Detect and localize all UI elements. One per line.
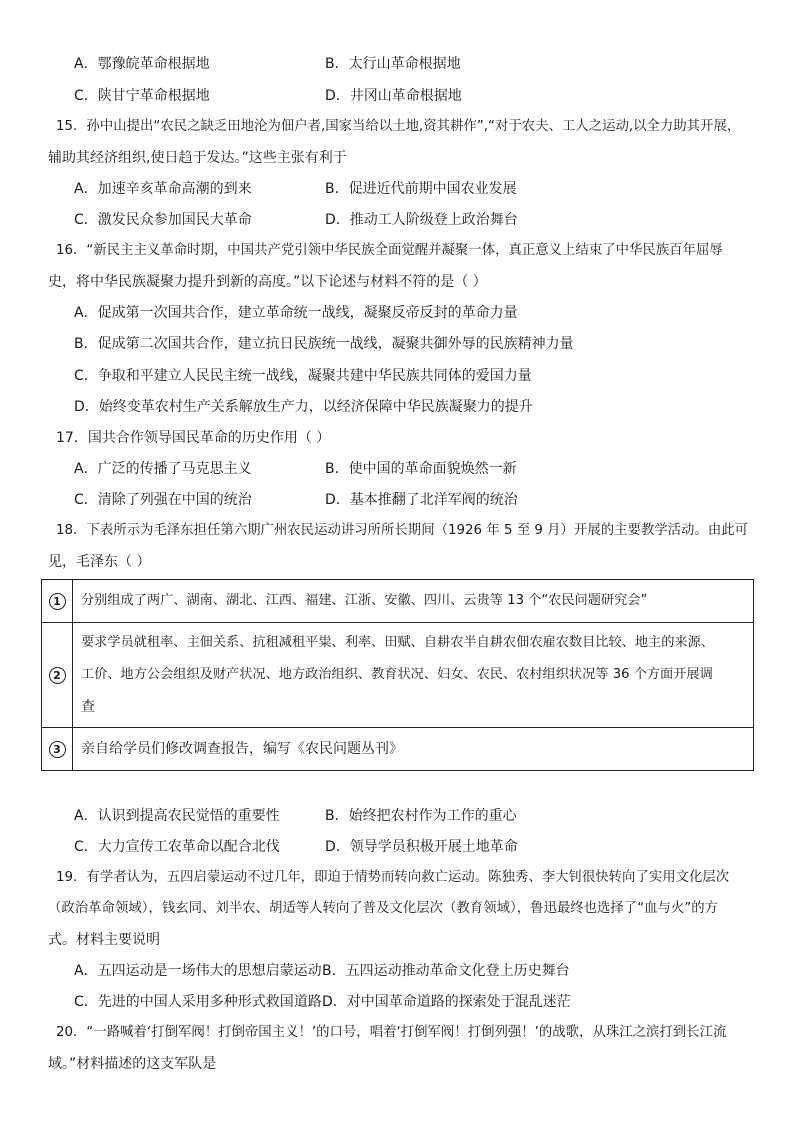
q16-stem-line-2: 史，将中华民族凝聚力提升到新的高度。”以下论述与材料不符的是（ ） [48, 274, 487, 290]
q16-option-c: C．争取和平建立人民民主统一战线，凝聚共建中华民族共同体的爱国力量 [74, 368, 532, 384]
q18-option-d: D．领导学员积极开展土地革命 [325, 839, 518, 855]
q15-option-c: C．激发民众参加国民大革命 [74, 212, 252, 228]
q16-option-d: D．始终变革农村生产关系解放生产力，以经济保障中华民族凝聚力的提升 [74, 399, 533, 415]
q19-option-b: B．五四运动推动革命文化登上历史舞台 [322, 963, 570, 979]
q17-option-c: C．清除了列强在中国的统治 [74, 492, 252, 508]
q18-option-b: B．始终把农村作为工作的重心 [325, 808, 517, 824]
q19-stem-line-2: （政治革命领域），钱玄同、刘半农、胡适等人转向了普及文化层次（教育领域），鲁迅最终也选择了“血与火”的方 [48, 901, 719, 916]
q15-stem-line-1: 15．孙中山提出“农民之缺乏田地沦为佃户者,国家当给以土地,资其耕作”,“对于农夫、工人之运动,以全力助其开展， [56, 119, 741, 134]
q18-stem-line-2: 见，毛泽东（ ） [48, 554, 151, 570]
q15-option-a: A．加速辛亥革命高潮的到来 [74, 181, 252, 197]
q18-option-a: A．认识到提高农民觉悟的重要性 [74, 808, 280, 824]
table-row [42, 728, 754, 771]
row-number: 2 [49, 667, 66, 684]
q19-stem-line-1: 19．有学者认为，五四启蒙运动不过几年，即迫于情势而转向救亡运动。陈独秀、李大钊很快转向了实用文化层次 [56, 870, 730, 885]
q18-option-c: C．大力宣传工农革命以配合北伐 [74, 839, 280, 855]
q14-option-b: B．太行山革命根据地 [325, 56, 461, 72]
table-cell: 要求学员就租率、主佃关系、抗租减租平粜、利率、田赋、自耕农半自耕农佃农雇农数目比较、地主的来源、 工价、地方公会组织及财产状况、地方政治组织、教育状况、妇女、农民、农村组织状况等 36 个方面开展调 查 [73, 623, 754, 728]
table-cell: 分别组成了两广、湖南、湖北、江西、福建、江浙、安徽、四川、云贵等 13 个“农民问题研究会” [73, 580, 754, 623]
q20-stem-line-2: 域。”材料描述的这支军队是 [48, 1056, 217, 1072]
row-number: 1 [49, 593, 66, 610]
q15-stem-line-2: 辅助其经济组织,使日趋于发达。”这些主张有利于 [48, 150, 347, 166]
q16-stem-line-1: 16．“新民主主义革命时期，中国共产党引领中华民族全面觉醒并凝聚一体，真正意义上结束了中华民族百年屈辱 [56, 243, 723, 258]
q16-option-a: A．促成第一次国共合作，建立革命统一战线，凝聚反帝反封的革命力量 [74, 305, 518, 321]
q20-stem-line-1: 20．“一路喊着‘打倒军阀！打倒帝国主义！’的口号，唱着‘打倒军阀！打倒列强！’的战歌，从珠江之滨打到长江流 [56, 1025, 727, 1040]
q17-option-b: B．使中国的革命面貌焕然一新 [325, 461, 517, 477]
q15-option-b: B．促进近代前期中国农业发展 [325, 181, 517, 197]
q14-option-c: C．陕甘宁革命根据地 [74, 88, 210, 104]
q18-stem-line-1: 18．下表所示为毛泽东担任第六期广州农民运动讲习所所长期间（1926 年 5 至 9 月）开展的主要教学活动。由此可 [56, 523, 749, 538]
q17-option-d: D．基本推翻了北洋军阀的统治 [325, 492, 518, 508]
table-row [42, 623, 754, 728]
q19-stem-line-3: 式。材料主要说明 [48, 932, 160, 948]
q18-table [41, 579, 754, 771]
q19-option-a: A．五四运动是一场伟大的思想启蒙运动 [74, 963, 322, 979]
q17-stem: 17．国共合作领导国民革命的历史作用（ ） [56, 430, 331, 446]
q15-option-d: D．推动工人阶级登上政治舞台 [325, 212, 518, 228]
table-cell: 亲自给学员们修改调查报告，编写《农民问题丛刊》 [73, 728, 754, 771]
q19-option-d: D．对中国革命道路的探索处于混乱迷茫 [322, 994, 571, 1010]
q14-option-d: D．井冈山革命根据地 [325, 88, 462, 104]
q16-option-b: B．促成第二次国共合作，建立抗日民族统一战线，凝聚共御外辱的民族精神力量 [74, 336, 574, 352]
table-row [42, 580, 754, 623]
q14-option-a: A．鄂豫皖革命根据地 [74, 56, 210, 72]
row-number: 3 [49, 741, 66, 758]
q19-option-c: C．先进的中国人采用多种形式救国道路 [74, 994, 322, 1010]
q17-option-a: A．广泛的传播了马克思主义 [74, 461, 252, 477]
